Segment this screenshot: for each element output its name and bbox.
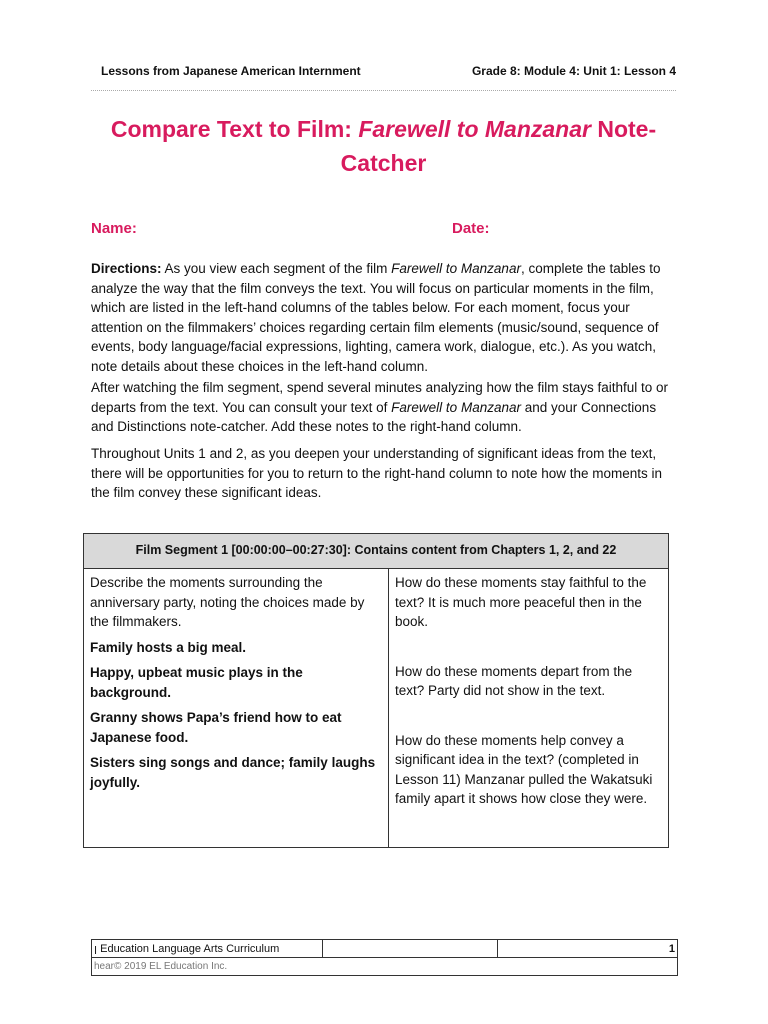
page-number: 1: [498, 940, 678, 958]
analysis-cell[interactable]: [389, 569, 669, 848]
directions-paragraph-3: Throughout Units 1 and 2, as you deepen your understanding of significant ideas from the text, there will be opportunities for you to return to the right-hand column to note how the moments in the film convey these significant ideas.: [91, 446, 663, 500]
footer-empty-cell: [323, 940, 498, 958]
moment-note: Family hosts a big meal.: [90, 639, 247, 655]
name-field-label: Name:: [91, 220, 137, 237]
directions-label: Directions:: [91, 261, 162, 276]
directions-paragraph-2: [91, 378, 676, 437]
page-title: [91, 112, 676, 180]
moment-note: Sisters sing songs and dance; family laughs joyfully.: [90, 755, 376, 790]
segment-heading: Film Segment 1 [00:00:00–00:27:30]: Contains content from Chapters 1, 2, and 22: [84, 534, 669, 569]
date-field-label: Date:: [452, 220, 490, 237]
moments-cell[interactable]: [84, 569, 389, 848]
page-footer: [91, 939, 678, 976]
title-film-name: Farewell to Manzanar: [358, 116, 591, 142]
significant-idea-answer: How do these moments help convey a significant idea in the text? (completed in Lesson 11) Manzanar pulled the Wakatsuki family apart it shows how close they were.: [395, 732, 653, 806]
copyright-notice: hear© 2019 EL Education Inc.: [92, 958, 678, 976]
film-segment-table: [83, 533, 669, 848]
title-suffix: Note-Catcher: [340, 116, 657, 176]
directions-text-b: , complete the tables to analyze the way that the film conveys the text. You will focus on particular moments in the film, which are listed in the left-hand columns of the tables below. For each moment, focus your attention on the filmmakers’ choices regarding certain film elements (music/sound, sequence of events, body language/facial expressions, lighting, camera work, dialogue, etc.). As you watch, note details about these choices in the left-hand column.: [91, 261, 661, 374]
paragraph-2-film-title: Farewell to Manzanar: [391, 399, 521, 415]
faithful-answer: How do these moments stay faithful to the text? It is much more peaceful then in the book.: [395, 575, 647, 629]
curriculum-logo-text: ꞁ Education Language Arts Curriculum: [92, 940, 323, 958]
directions-paragraph-1: [91, 259, 676, 376]
depart-answer: How do these moments depart from the text? Party did not show in the text.: [395, 663, 633, 698]
moment-note: Granny shows Papa’s friend how to eat Japanese food.: [90, 710, 342, 745]
moments-prompt: Describe the moments surrounding the anniversary party, noting the choices made by the filmmakers.: [90, 575, 365, 629]
directions-text-a: As you view each segment of the film: [161, 261, 392, 276]
paragraph-2-text-b: and your Connections and Distinctions note-catcher. Add these notes to the right-hand column.: [91, 399, 657, 434]
header-grade-module: Grade 8: Module 4: Unit 1: Lesson 4: [471, 64, 676, 78]
directions-film-title: Farewell to Manzanar: [391, 261, 521, 276]
header-lesson-series: Lessons from Japanese American Internment: [101, 64, 361, 78]
moment-note: Happy, upbeat music plays in the background.: [90, 665, 303, 700]
header-divider: [91, 90, 676, 91]
paragraph-2-text-a: After watching the film segment, spend several minutes analyzing how the film stays faithful to or departs from the text. You can consult your text of: [91, 380, 669, 415]
title-prefix: Compare Text to Film:: [110, 116, 359, 142]
